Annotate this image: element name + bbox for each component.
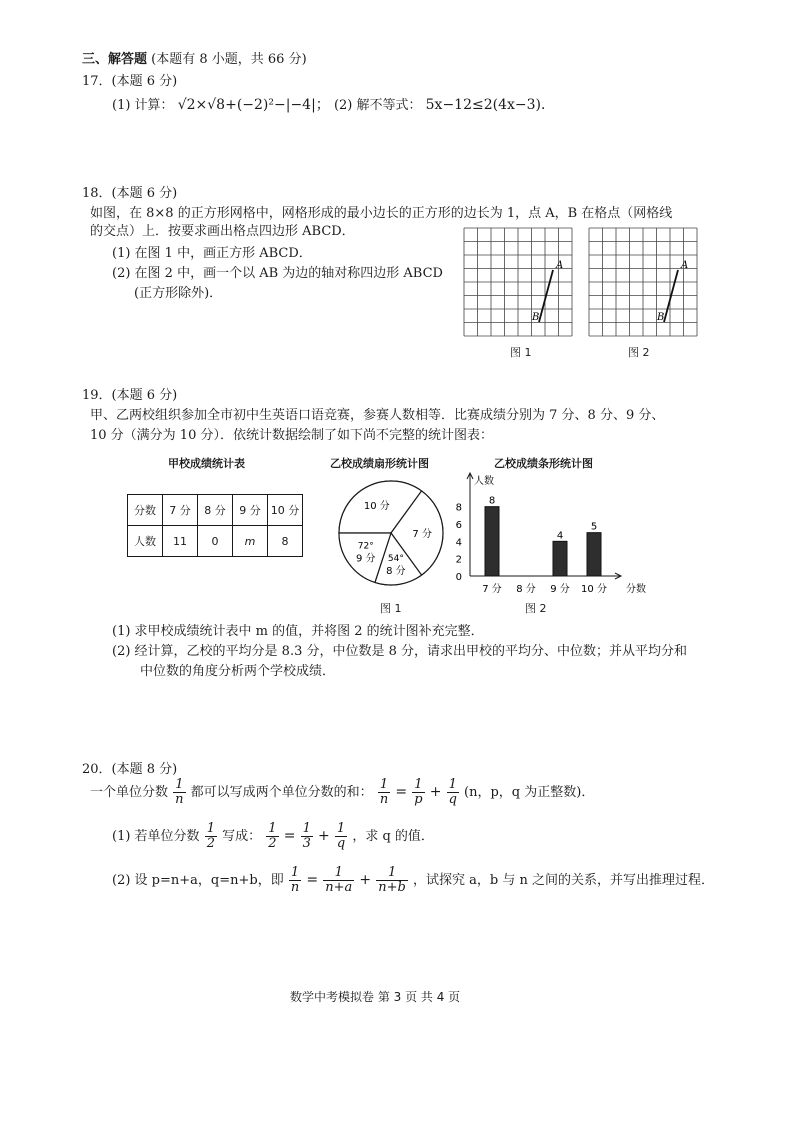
bar (553, 541, 567, 576)
table-cell: 10 分 (268, 495, 303, 526)
q19-line2: 10 分（满分为 10 分）．依统计数据绘制了如下尚不完整的统计图表： (90, 428, 493, 443)
table-cell: 8 (268, 526, 303, 557)
fraction-1-over-2: $\frac{1}{2}$ (206, 821, 215, 851)
q19-fig2-caption: 图 2 (525, 602, 547, 615)
x-tick-label: 10 分 (581, 584, 607, 595)
q18-header: 18．(本题 6 分) (82, 186, 178, 201)
q17-body (112, 96, 555, 115)
fraction-1-over-3: $\frac{1}{3}$ (302, 821, 311, 851)
q19-part2b: 中位数的角度分析两个学校成绩． (140, 664, 336, 679)
bar-chart-title: 乙校成绩条形统计图 (494, 457, 593, 470)
fraction-1-over-n: $\frac{1}{n}$ (379, 777, 389, 807)
q20-part1: (1) 若单位分数 $\frac{1}{2}$ 写成： $\frac{1}{2}$ = $\frac{1}{3}$ + $\frac{1}{q}$ ，求 q 的值． (112, 821, 434, 851)
y-tick-label: 8 (455, 502, 462, 514)
table-cell: 分数 (128, 495, 163, 526)
table-cell: 7 分 (163, 495, 198, 526)
q20-part2: (2) 设 p=n+a，q=n+b，即 $\frac{1}{n}$ = $\frac{1}{n+a}$ + $\frac{1}{n+b}$ ，试探究 a，b 与 n 之间的关系，并写出推理过程． (112, 865, 714, 895)
pie-slice-label: 8 分 (386, 565, 406, 577)
point-a-label: A (556, 260, 564, 271)
table-cell: 8 分 (198, 495, 233, 526)
fraction-1-over-2: $\frac{1}{2}$ (268, 821, 277, 851)
bar-value-label: 4 (556, 530, 564, 542)
table-row (128, 526, 303, 557)
q17-header: 17．(本题 6 分) (82, 74, 178, 89)
segment-ab (539, 270, 553, 322)
fraction-1-over-n-plus-b: $\frac{1}{n+b}$ (378, 865, 406, 895)
q19-fig1-caption: 图 1 (380, 602, 402, 615)
fraction-1-over-n-plus-a: $\frac{1}{n+a}$ (325, 865, 353, 895)
q19-part1: (1) 求甲校成绩统计表中 m 的值，并将图 2 的统计图补充完整． (112, 624, 484, 639)
page-footer: 数学中考模拟卷 第 3 页 共 4 页 (290, 990, 461, 1004)
section-heading (82, 50, 307, 69)
y-tick-label: 4 (455, 537, 462, 549)
bar-chart (446, 470, 646, 602)
fraction-1-over-p: $\frac{1}{p}$ (414, 777, 423, 807)
pie-angle-label: 72° (357, 541, 374, 552)
table-cell: m (233, 526, 268, 557)
table-cell: 0 (198, 526, 233, 557)
q20-intro-b: 都可以写成两个单位分数的和： (190, 785, 373, 800)
table-cell: 9 分 (233, 495, 268, 526)
bar-value-label: 5 (590, 521, 598, 533)
table-cell: 11 (163, 526, 198, 557)
pie-slice-label: 10 分 (363, 501, 390, 513)
q20-part1-c: ，求 q 的值． (352, 829, 434, 844)
fraction-1-over-q: $\frac{1}{q}$ (448, 777, 457, 807)
q17-part1-label: (1) 计算： (112, 98, 174, 113)
q20-intro: 一个单位分数 $\frac{1}{n}$ 都可以写成两个单位分数的和： $\frac{1}{n}$ = $\frac{1}{p}$ + $\frac{1}{q}$ (n，p，q 为正整数)． (90, 777, 595, 807)
x-tick-label: 7 分 (482, 584, 502, 595)
section-note: (本题有 8 小题，共 66 分) (151, 52, 307, 67)
y-tick-label: 0 (455, 572, 462, 583)
q19-line1: 甲、乙两校组织参加全市初中生英语口语竞赛，参赛人数相等．比赛成绩分别为 7 分、8 分、9 分、 (90, 408, 665, 423)
x-tick-label: 8 分 (516, 584, 536, 595)
q19-table-title: 甲校成绩统计表 (168, 457, 245, 470)
q17-part1-expr: √2×√8+(−2)²−|−4|； (177, 97, 330, 113)
table-cell: 人数 (128, 526, 163, 557)
table-row (128, 495, 303, 526)
fraction-1-over-n: $\frac{1}{n}$ (290, 865, 300, 895)
pie-angle-label: 54° (387, 553, 404, 564)
point-b-label: B (657, 312, 665, 323)
q19-header: 19．(本题 6 分) (82, 388, 178, 403)
q18-part1: (1) 在图 1 中，画正方形 ABCD． (112, 246, 312, 261)
y-tick-label: 6 (455, 520, 462, 531)
bar (485, 507, 499, 576)
q18-grid-figure-1 (462, 226, 574, 338)
fraction-1-over-q: $\frac{1}{q}$ (336, 821, 346, 851)
q18-grid-figure-2 (587, 226, 699, 338)
point-a-label: A (681, 260, 689, 271)
q20-part1-b: 写成： (222, 829, 262, 844)
q17-part2-expr: 5x−12≤2(4x−3)． (425, 97, 555, 113)
q20-part2-b: ，试探究 a，b 与 n 之间的关系，并写出推理过程． (413, 873, 714, 888)
pie-slice-label: 9 分 (355, 553, 376, 565)
fraction-1-over-n: $\frac{1}{n}$ (175, 777, 184, 807)
q18-line2: 的交点）上．按要求画出格点四边形 ABCD． (90, 224, 355, 239)
q18-fig1-caption: 图 1 (510, 346, 532, 359)
point-b-label: B (532, 312, 540, 323)
q18-fig2-caption: 图 2 (628, 346, 650, 359)
score-table (127, 494, 303, 557)
q20-header: 20．(本题 8 分) (82, 762, 178, 777)
segment-ab (664, 270, 678, 322)
pie-chart (336, 478, 446, 588)
bar (587, 533, 601, 576)
pie-chart-title: 乙校成绩扇形统计图 (330, 457, 429, 470)
bar-value-label: 8 (488, 495, 496, 507)
q18-part2: (2) 在图 2 中，画一个以 AB 为边的轴对称四边形 ABCD (112, 266, 443, 281)
y-tick-label: 2 (455, 554, 462, 566)
q20-intro-c: (n，p，q 为正整数)． (464, 785, 595, 800)
q17-part2-label: (2) 解不等式： (333, 98, 422, 113)
section-title: 三、解答题 (82, 52, 148, 67)
y-axis-title: 人数 (474, 476, 494, 487)
x-tick-label: 9 分 (550, 584, 570, 595)
q18-line1: 如图，在 8×8 的正方形网格中，网格形成的最小边长的正方形的边长为 1，点 A，B 在格点（网格线 (90, 206, 673, 221)
q18-part2b: (正方形除外)． (134, 286, 223, 301)
q20-intro-a: 一个单位分数 (90, 785, 169, 800)
x-axis-title: 分数 (626, 584, 646, 595)
q20-part2-a: (2) 设 p=n+a，q=n+b，即 (112, 873, 284, 888)
q19-part2a: (2) 经计算，乙校的平均分是 8.3 分，中位数是 8 分，请求出甲校的平均分、中位数；并从平均分和 (112, 644, 688, 659)
q20-part1-a: (1) 若单位分数 (112, 829, 200, 844)
pie-slice-label: 7 分 (412, 529, 432, 540)
